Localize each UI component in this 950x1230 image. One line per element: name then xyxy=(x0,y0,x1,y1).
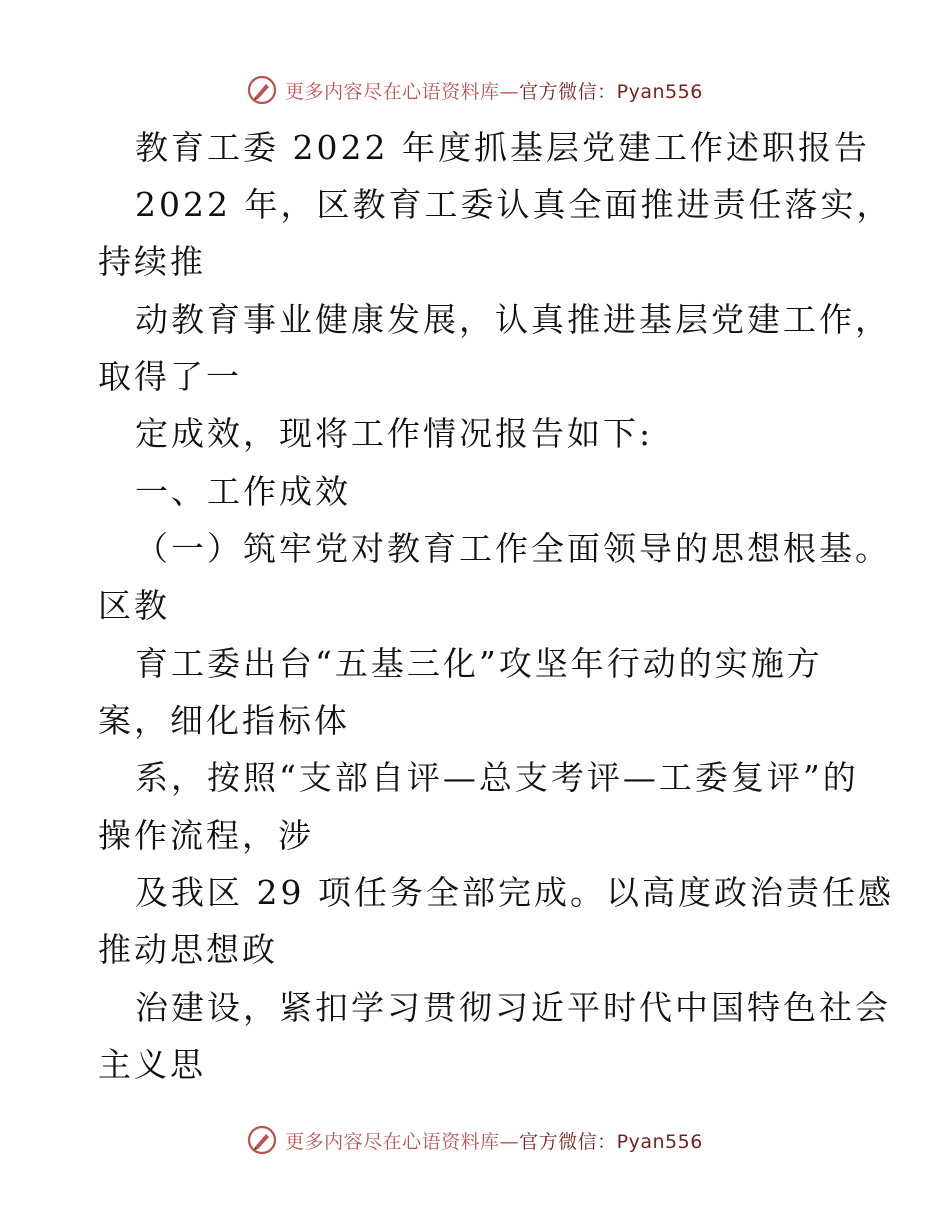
paragraph-line: 系，按照“支部自评—总支考评—工委复评”的 xyxy=(135,758,859,797)
paragraph-line: 取得了一 xyxy=(98,357,242,396)
paragraph-line: 及我区 29 项任务全部完成。以高度政治责任感 xyxy=(135,873,894,912)
section-heading: 一、工作成效 xyxy=(135,472,351,511)
paragraph-line: 定成效，现将工作情况报告如下: xyxy=(135,414,654,453)
paragraph-line: 治建设，紧扣学习贯彻习近平时代中国特色社会 xyxy=(135,988,891,1027)
paragraph-line: 2022 年，区教育工委认真全面推进责任落实， xyxy=(135,185,893,224)
paragraph-line: 主义思 xyxy=(98,1045,206,1084)
pen-logo-icon xyxy=(247,75,277,105)
paragraph-line: 动教育事业健康发展，认真推进基层党建工作， xyxy=(135,300,891,339)
paragraph-line: 操作流程，涉 xyxy=(98,816,314,855)
watermark-text: 更多内容尽在心语资料库— xyxy=(285,80,520,103)
paragraph-line: 案，细化指标体 xyxy=(98,701,350,740)
paragraph-line: 育工委出台“五基三化”攻坚年行动的实施方 xyxy=(135,644,823,683)
pen-logo-icon xyxy=(247,1125,277,1155)
paragraph-line: 推动思想政 xyxy=(98,930,278,969)
paragraph-line: 区教 xyxy=(98,586,170,625)
watermark-wechat: 官方微信：Pyan556 xyxy=(519,80,703,103)
watermark-text: 更多内容尽在心语资料库— xyxy=(285,1130,520,1153)
document-title: 教育工委 2022 年度抓基层党建工作述职报告 xyxy=(135,128,870,167)
paragraph-line: 持续推 xyxy=(98,242,206,281)
subsection-heading: （一）筑牢党对教育工作全面领导的思想根基。 xyxy=(135,529,891,568)
header-watermark xyxy=(0,70,950,110)
footer-watermark xyxy=(0,1120,950,1160)
watermark-wechat: 官方微信：Pyan556 xyxy=(519,1130,703,1153)
